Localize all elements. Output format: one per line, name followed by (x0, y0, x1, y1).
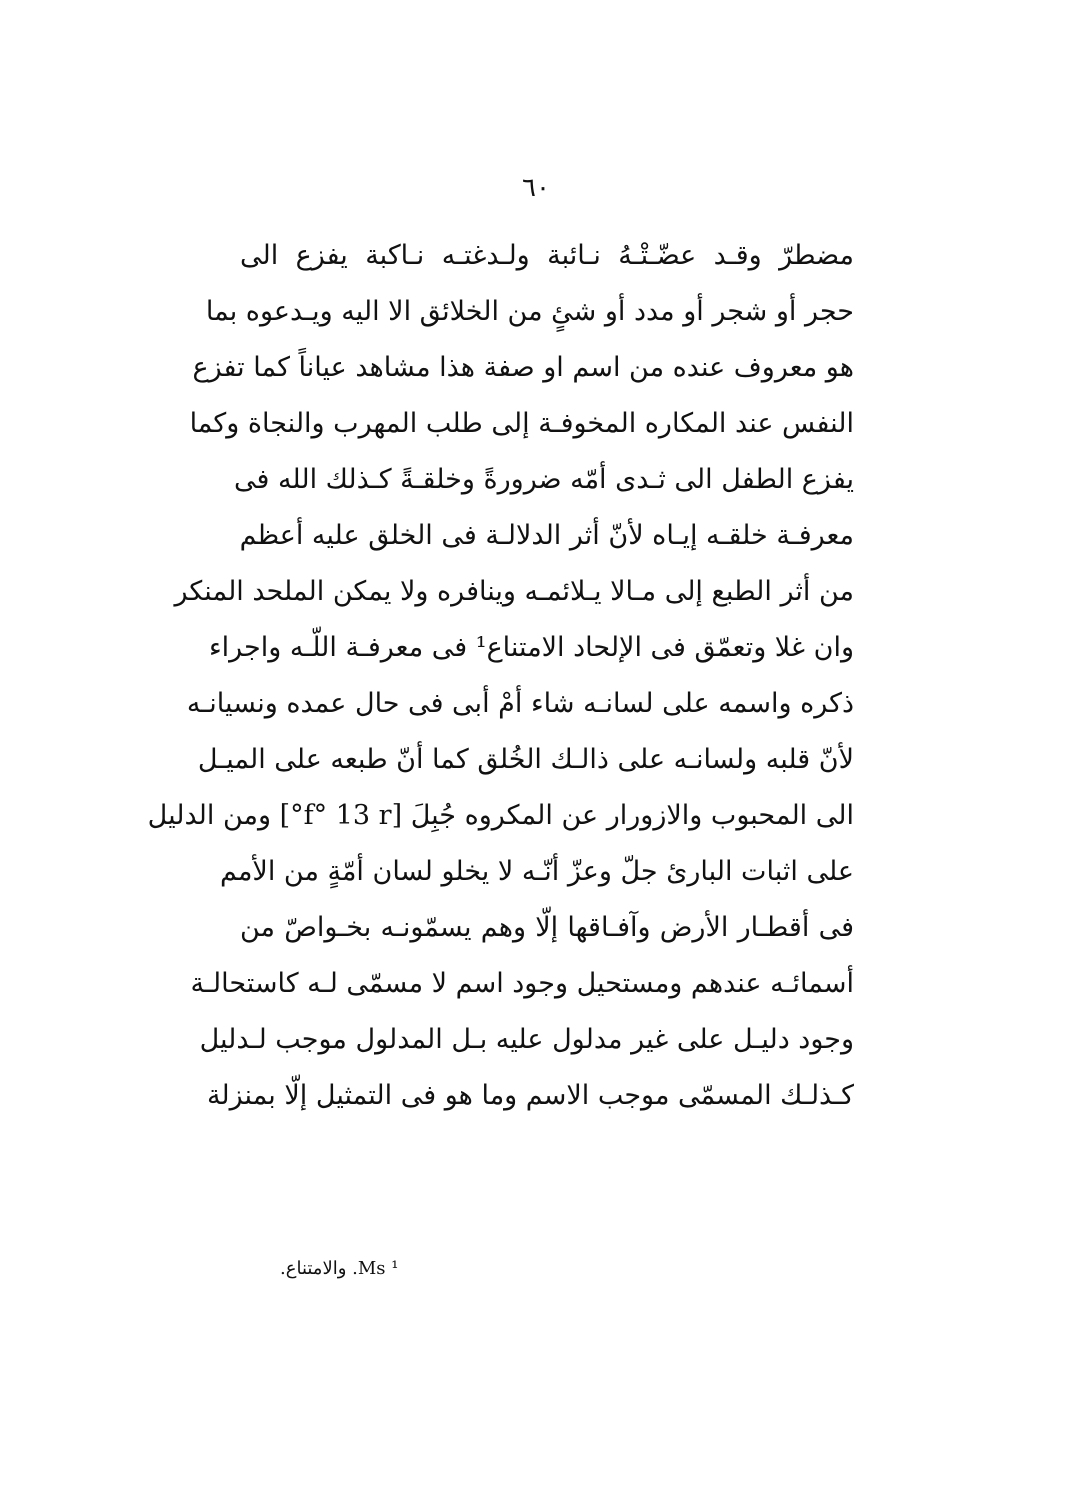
text-line: لأنّ قلبه ولسانـه على ذالـك الخُلق كما أنّ طبعه على الميـل (197, 744, 854, 775)
text-line: وجود دليـل على غير مدلول عليه بـل المدلول موجب لـدليل (199, 1024, 854, 1055)
footnote: ¹ Ms. والامتناع. (280, 1258, 399, 1279)
text-line: أسمائـه عندهم ومستحيل وجود اسم لا مسمّى لـه كاستحالـة (190, 968, 854, 999)
text-line: فى أقطـار الأرض وآفـاقها إلّا وهم يسمّونـه بخـواصّ من (240, 912, 854, 943)
text-line: هو معروف عنده من اسم او صفة هذا مشاهد عياناً كما تفزع (192, 352, 854, 383)
text-line: حجر أو شجر أو مدد أو شئٍ من الخلائق الا اليه ويـدعوه بما (205, 296, 854, 327)
text-line: وان غلا وتعمّق فى الإلحاد الامتناع¹ فى معرفـة اللّـه واجراء (208, 632, 854, 663)
text-line: على اثبات البارئ جلّ وعزّ أنّـه لا يخلو لسان أمّةٍ من الأمم (219, 856, 854, 887)
page-number: ٦٠ (522, 173, 550, 203)
text-line: النفس عند المكاره المخوفـة إلى طلب المهرب والنجاة وكما (189, 408, 854, 439)
text-line: الى المحبوب والازورار عن المكروه جُبِلَ [f° 13 r°] ومن الدليل (147, 800, 854, 831)
text-line: يفزع الطفل الى ثـدى أمّه ضرورةً وخلقـةً كـذلك الله فى (233, 464, 854, 495)
text-line: مضطرّ وقـد عضّـتْـهُ نـائبة ولـدغتـه نـاكبة يفزع الى (240, 240, 854, 271)
body-text (147, 228, 854, 1124)
text-line: كـذلـك المسمّى موجب الاسم وما هو فى التمثيل إلّا بمنزلة (206, 1080, 854, 1111)
text-line: ذكره واسمه على لسانـه شاء أمْ أبى فى حال عمده ونسيانـه (186, 688, 854, 719)
text-line: من أثر الطبع إلى مـالا يـلائمـه وينافره ولا يمكن الملحد المنكر (174, 576, 854, 607)
text-line: معرفـة خلقـه إيـاه لأنّ أثر الدلالـة فى الخلق عليه أعظم (239, 520, 854, 551)
